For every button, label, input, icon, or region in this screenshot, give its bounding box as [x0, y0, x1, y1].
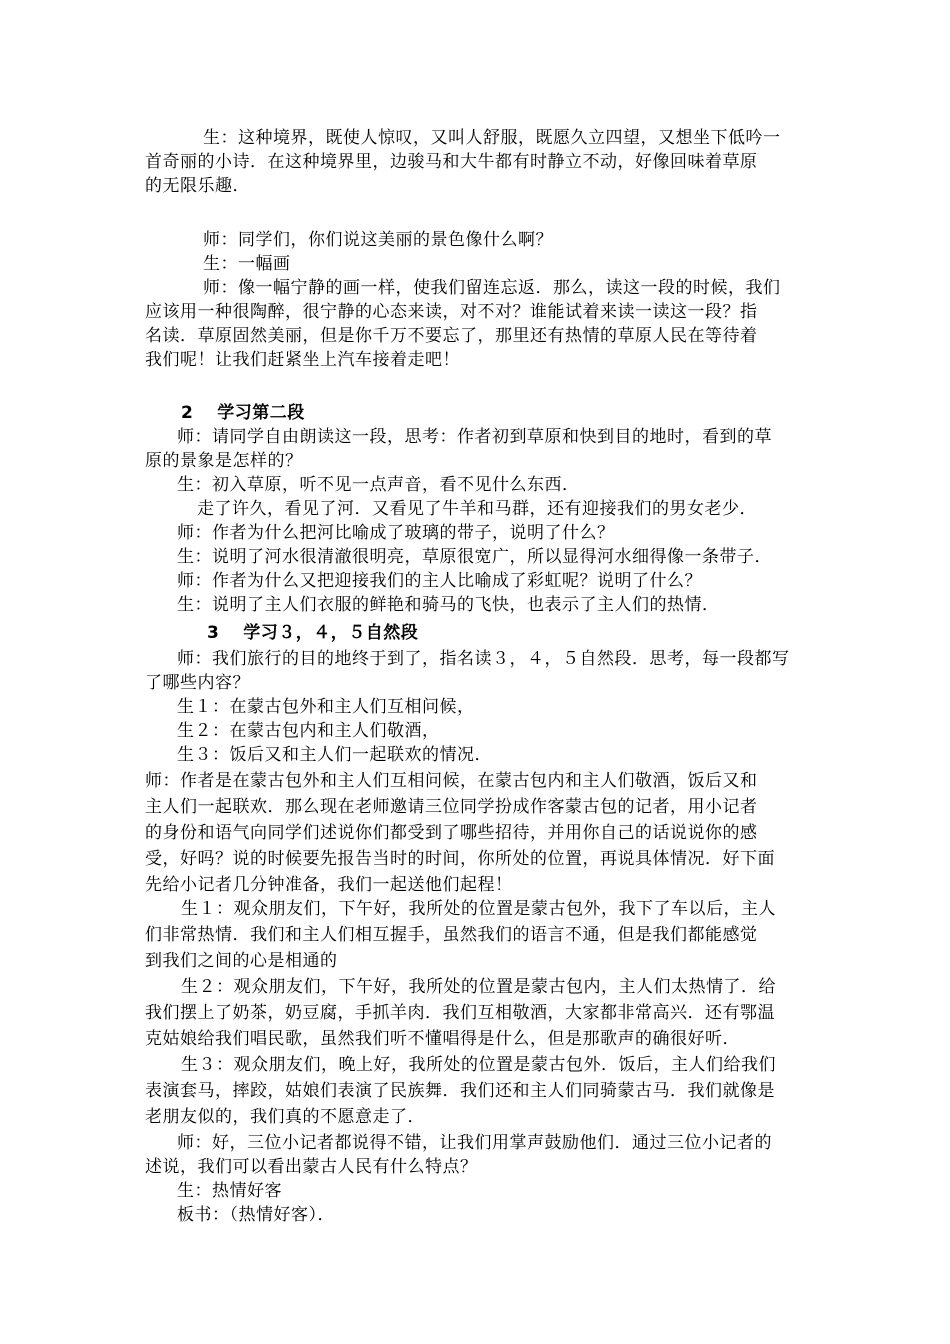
paragraph-line: 生：热情好客 — [177, 1181, 282, 1201]
paragraph-line: 生２：观众朋友们，下午好，我所处的位置是蒙古包内，主人们太热情了．给 — [181, 977, 776, 997]
paragraph-line: 首奇丽的小诗．在这种境界里，边骏马和大牛都有时静立不动，好像回味着草原 — [145, 152, 758, 172]
paragraph-line: 述说，我们可以看出蒙古人民有什么特点？ — [145, 1157, 478, 1177]
paragraph-line: 生：一幅画 — [203, 254, 291, 274]
paragraph-line: 受，好吗？说的时候要先报告当时的时间，你所处的位置，再说具体情况．好下面 — [145, 849, 775, 869]
paragraph-line: 师：作者为什么又把迎接我们的主人比喻成了彩虹呢？说明了什么？ — [177, 571, 702, 591]
paragraph-line: 板书：（热情好客）． — [177, 1205, 335, 1225]
paragraph-line: 师：同学们，你们说这美丽的景色像什么啊？ — [203, 230, 553, 250]
paragraph-line: 师：作者为什么把河比喻成了玻璃的带子，说明了什么？ — [177, 523, 615, 543]
paragraph-line: 生３：观众朋友们，晚上好，我所处的位置是蒙古包外．饭后，主人们给我们 — [181, 1055, 776, 1075]
paragraph-line: 的身份和语气向同学们述说你们都受到了哪些招待，并用你自己的话说说你的感 — [145, 823, 758, 843]
paragraph-line: 应该用一种很陶醉，很宁静的心态来读，对不对？谁能试着来读一读这一段？指 — [145, 302, 758, 322]
paragraph-line: 我们呢！让我们赶紧坐上汽车接着走吧！ — [145, 350, 460, 370]
paragraph-line: 生１：在蒙古包外和主人们互相问候， — [177, 697, 475, 717]
paragraph-line: 老朋友似的，我们真的不愿意走了． — [145, 1107, 425, 1127]
paragraph-line: 走了许久，看见了河．又看见了牛羊和马群，还有迎接我们的男女老少． — [197, 499, 757, 519]
paragraph-line: 师：我们旅行的目的地终于到了，指名读３，４，５自然段．思考，每一段都写 — [177, 649, 790, 669]
paragraph-line: 主人们一起联欢．那么现在老师邀请三位同学扮成作客蒙古包的记者，用小记者 — [145, 797, 758, 817]
paragraph-line: 师：好，三位小记者都说得不错，让我们用掌声鼓励他们．通过三位小记者的 — [177, 1133, 772, 1153]
paragraph-line: 名读．草原固然美丽，但是你千万不要忘了，那里还有热情的草原人民在等待着 — [145, 326, 758, 346]
paragraph-line: 表演套马，摔跤，姑娘们表演了民族舞．我们还和主人们同骑蒙古马．我们就像是 — [145, 1081, 775, 1101]
paragraph-line: 们非常热情．我们和主人们相互握手，虽然我们的语言不通，但是我们都能感觉 — [145, 925, 758, 945]
section-heading: 3 学习３，４，５自然段 — [207, 623, 419, 643]
paragraph-line: 生：初入草原，听不见一点声音，看不见什么东西． — [177, 475, 580, 495]
paragraph-line: 生３：饭后又和主人们一起联欢的情况． — [177, 745, 492, 765]
section-heading: 2 学习第二段 — [181, 403, 305, 423]
paragraph-line: 生：说明了河水很清澈很明亮，草原很宽广，所以显得河水细得像一条带子． — [177, 547, 772, 567]
paragraph-line: 到我们之间的心是相通的 — [145, 951, 338, 971]
paragraph-line: 师：像一幅宁静的画一样，使我们留连忘返．那么，读这一段的时候，我们 — [203, 278, 781, 298]
paragraph-line: 生：这种境界，既使人惊叹，又叫人舒服，既愿久立四望，又想坐下低吟一 — [203, 128, 781, 148]
paragraph-line: 了哪些内容？ — [145, 673, 250, 693]
paragraph-line: 生：说明了主人们衣服的鲜艳和骑马的飞快，也表示了主人们的热情． — [177, 595, 720, 615]
paragraph-line: 先给小记者几分钟准备，我们一起送他们起程！ — [145, 875, 513, 895]
paragraph-line: 生１：观众朋友们，下午好，我所处的位置是蒙古包外，我下了车以后，主人 — [181, 899, 776, 919]
paragraph-line: 的无限乐趣． — [145, 176, 250, 196]
paragraph-line: 我们摆上了奶茶，奶豆腐，手抓羊肉．我们互相敬酒，大家都非常高兴．还有鄂温 — [145, 1003, 775, 1023]
paragraph-line: 生２：在蒙古包内和主人们敬酒， — [177, 721, 440, 741]
paragraph-line: 原的景象是怎样的？ — [145, 451, 303, 471]
paragraph-line: 克姑娘给我们唱民歌，虽然我们听不懂唱得是什么，但是那歌声的确很好听． — [145, 1029, 740, 1049]
paragraph-line: 师：作者是在蒙古包外和主人们互相问候，在蒙古包内和主人们敬酒，饭后又和 — [145, 771, 758, 791]
paragraph-line: 师：请同学自由朗读这一段，思考：作者初到草原和快到目的地时，看到的草 — [177, 427, 772, 447]
